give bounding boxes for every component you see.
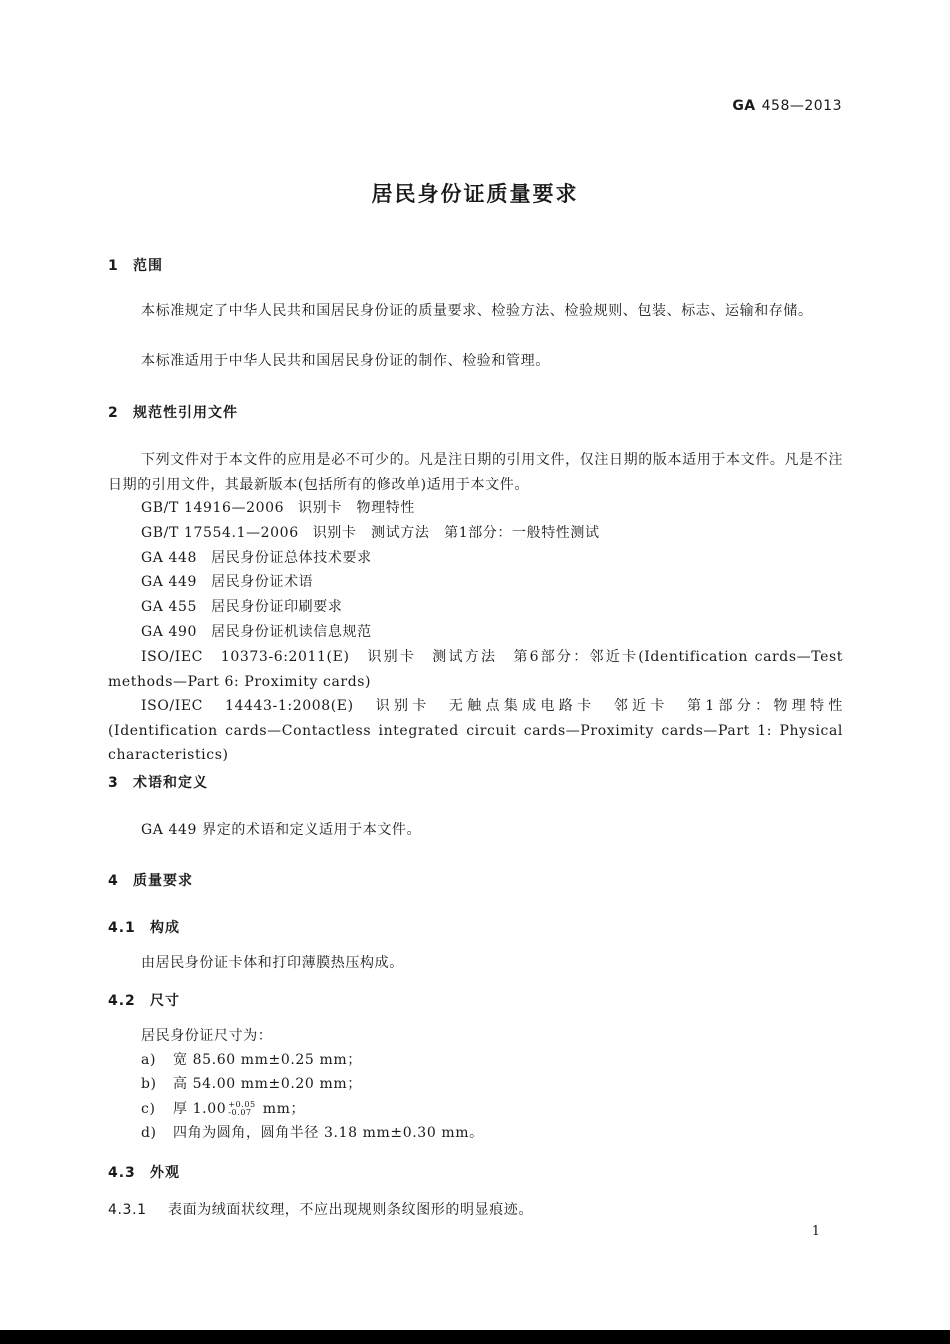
section-4-1-paragraph: 由居民身份证卡体和打印薄膜热压构成。 [141, 955, 404, 971]
tolerance-lower: -0.07 [228, 1108, 252, 1117]
reference-item [141, 521, 843, 546]
section-number: 4 [108, 873, 119, 889]
section-1-paragraph-1: 本标准规定了中华人民共和国居民身份证的质量要求、检验方法、检验规则、包装、标志、运输和存储。 [141, 303, 813, 319]
section-title: 质量要求 [133, 873, 193, 889]
reference-name: 居民身份证总体技术要求 [211, 550, 372, 566]
bottom-border [0, 1330, 950, 1344]
reference-iso-14443: ISO/IEC 14443-1:2008(E) 识别卡 无触点集成电路卡 邻近卡 第1部分：物理特性(Identification cards—Contactless integrated circuit cards—Proximity cards—Part 1: Physical characteristics) [108, 698, 843, 764]
tolerance [228, 1101, 256, 1117]
reference-item [141, 496, 843, 521]
section-title: 构成 [150, 920, 180, 936]
section-4-2-heading [108, 990, 180, 1010]
reference-item [141, 546, 843, 571]
list-marker: d) [141, 1125, 157, 1141]
section-number: 3 [108, 775, 119, 791]
section-title: 术语和定义 [133, 775, 208, 791]
reference-iso-10373: ISO/IEC 10373-6:2011(E) 识别卡 测试方法 第6部分：邻近卡(Identification cards—Test methods—Part 6: Proximity cards) [108, 649, 843, 690]
section-number: 4.1 [108, 920, 136, 936]
section-number: 4.3 [108, 1165, 136, 1181]
clause-number: 4.3.1 [108, 1202, 147, 1218]
list-item-text: 高 54.00 mm±0.20 mm； [173, 1076, 362, 1092]
tolerance-upper: +0.05 [228, 1100, 256, 1109]
reference-name: 识别卡 测试方法 第1部分：一般特性测试 [312, 525, 600, 541]
section-4-3-heading [108, 1162, 180, 1182]
document-title: 居民身份证质量要求 [371, 182, 579, 206]
section-number: 4.2 [108, 993, 136, 1009]
section-number: 2 [108, 405, 119, 421]
section-1-paragraph-2: 本标准适用于中华人民共和国居民身份证的制作、检验和管理。 [141, 353, 550, 369]
section-title: 尺寸 [150, 993, 180, 1009]
thickness-value: 厚 1.00 [173, 1101, 227, 1117]
standard-code [732, 98, 842, 114]
thickness-unit: mm； [257, 1101, 306, 1117]
reference-code: GB/T 17554.1—2006 [141, 525, 299, 541]
standard-prefix: GA [732, 98, 756, 114]
reference-item [141, 620, 843, 645]
dimension-item-corner [141, 1121, 484, 1145]
dimension-item-height [141, 1072, 362, 1096]
reference-name: 居民身份证术语 [211, 574, 314, 590]
list-marker: b) [141, 1076, 157, 1092]
section-3-heading [108, 772, 208, 792]
section-4-2-intro: 居民身份证尺寸为： [141, 1028, 273, 1044]
section-title: 外观 [150, 1165, 180, 1181]
clause-4-3-1 [108, 1199, 533, 1219]
section-2-heading [108, 402, 238, 422]
list-marker: c) [141, 1101, 156, 1117]
list-item-text: 宽 85.60 mm±0.25 mm； [173, 1052, 362, 1068]
section-number: 1 [108, 258, 119, 274]
section-3-paragraph: GA 449 界定的术语和定义适用于本文件。 [141, 822, 422, 838]
reference-name: 居民身份证机读信息规范 [211, 624, 372, 640]
reference-item [141, 570, 843, 595]
section-4-heading [108, 870, 193, 890]
reference-code: GA 490 [141, 624, 198, 640]
clause-text: 表面为绒面状纹理，不应出现规则条纹图形的明显痕迹。 [168, 1202, 533, 1218]
list-item-text: 四角为圆角，圆角半径 3.18 mm±0.30 mm。 [173, 1125, 484, 1141]
list-marker: a) [141, 1052, 157, 1068]
reference-code: GB/T 14916—2006 [141, 500, 285, 516]
dimension-item-width [141, 1048, 362, 1072]
section-4-1-heading [108, 917, 180, 937]
section-1-heading [108, 255, 163, 275]
section-2-intro: 下列文件对于本文件的应用是必不可少的。凡是注日期的引用文件，仅注日期的版本适用于本文件。凡是不注日期的引用文件，其最新版本(包括所有的修改单)适用于本文件。 [108, 452, 843, 493]
standard-number: 458—2013 [761, 98, 842, 114]
reference-code: GA 455 [141, 599, 198, 615]
reference-item [141, 595, 843, 620]
page-number: 1 [811, 1224, 820, 1239]
reference-name: 识别卡 物理特性 [298, 500, 415, 516]
section-title: 规范性引用文件 [133, 405, 238, 421]
reference-name: 居民身份证印刷要求 [211, 599, 343, 615]
dimension-item-thickness [141, 1097, 305, 1121]
section-title: 范围 [133, 258, 163, 274]
reference-code: GA 448 [141, 550, 198, 566]
reference-code: GA 449 [141, 574, 198, 590]
